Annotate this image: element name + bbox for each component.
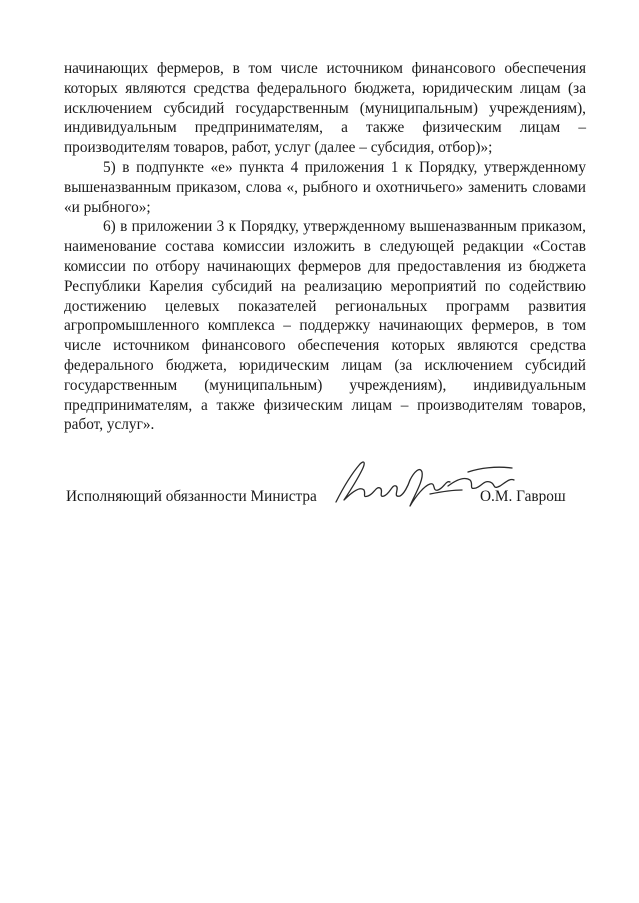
paragraph-continuation: начинающих фермеров, в том числе источником финансового обеспечения которых являются средства федерального бюджета, юридическим лицам (за исключением субсидий государственным (муниципальным) учреждениям), индивидуальным предпринимателям, а также физическим лицам – производителям товаров, работ, услуг (далее – субсидия, отбор)»; bbox=[64, 60, 586, 157]
signer-position-title: Исполняющий обязанности Министра bbox=[66, 488, 317, 505]
document-body bbox=[64, 59, 586, 435]
signer-name: О.М. Гаврош bbox=[480, 488, 566, 505]
paragraph-item-5: 5) в подпункте «е» пункта 4 приложения 1 к Порядку, утвержденному вышеназванным приказом, слова «, рыбного и охотничьего» заменить словами «и рыбного»; bbox=[64, 158, 586, 216]
paragraph-item-6: 6) в приложении 3 к Порядку, утвержденному вышеназванным приказом, наименование состава комиссии изложить в следующей редакции «Состав комиссии по отбору начинающих фермеров для предоставления из бюджета Республики Карелия субсидий на реализацию мероприятий по содействию достижению целевых показателей региональных программ развития агропромышленного комплекса – поддержку начинающих фермеров, в том числе источником финансового обеспечения которых являются средства федерального бюджета, юридическим лицам (за исключением субсидий государственным (муниципальным) учреждениям), индивидуальным предпринимателям, а также физическим лицам – производителям товаров, работ, услуг». bbox=[64, 218, 586, 434]
handwritten-signature-icon bbox=[330, 450, 520, 520]
